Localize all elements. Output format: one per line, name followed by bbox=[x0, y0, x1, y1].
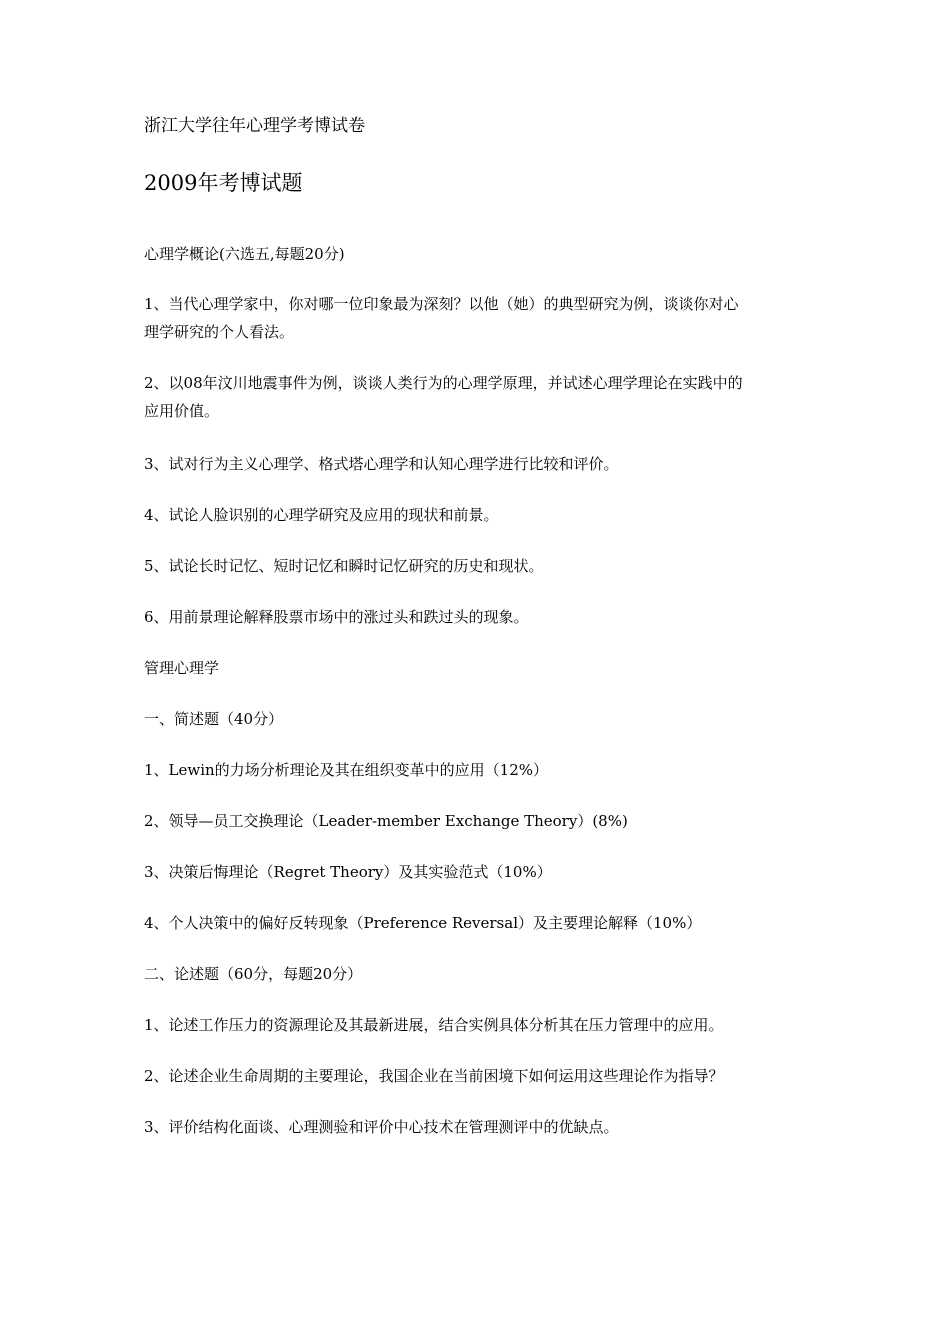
question-text: 3、评价结构化面谈、心理测验和评价中心技术在管理测评中的优缺点。 bbox=[144, 1118, 619, 1136]
question-text: 2、以08年汶川地震事件为例，谈谈人类行为的心理学原理，并试述心理学理论在实践中的 bbox=[144, 374, 743, 392]
question-text: 应用价值。 bbox=[144, 402, 220, 420]
question-text: 1、论述工作压力的资源理论及其最新进展，结合实例具体分析其在压力管理中的应用。 bbox=[144, 1016, 724, 1034]
question-text: 2、领导—员工交换理论（Leader-member Exchange Theory）(8%) bbox=[144, 812, 628, 830]
section-heading-management-psychology: 管理心理学 bbox=[144, 659, 220, 677]
question-text: 理学研究的个人看法。 bbox=[144, 323, 295, 341]
question-text: 6、用前景理论解释股票市场中的涨过头和跌过头的现象。 bbox=[144, 608, 529, 626]
year-heading: 2009年考博试题 bbox=[144, 171, 303, 195]
question-text: 5、试论长时记忆、短时记忆和瞬时记忆研究的历史和现状。 bbox=[144, 557, 544, 575]
question-text: 2、论述企业生命周期的主要理论，我国企业在当前困境下如何运用这些理论作为指导？ bbox=[144, 1067, 724, 1085]
question-text: 3、试对行为主义心理学、格式塔心理学和认知心理学进行比较和评价。 bbox=[144, 455, 619, 473]
question-text: 1、Lewin的力场分析理论及其在组织变革中的应用（12%） bbox=[144, 761, 549, 779]
question-text: 1、当代心理学家中，你对哪一位印象最为深刻？以他（她）的典型研究为例，谈谈你对心 bbox=[144, 295, 739, 313]
part-heading-short-answer: 一、简述题（40分） bbox=[144, 710, 284, 728]
document-title: 浙江大学往年心理学考博试卷 bbox=[144, 116, 365, 136]
question-text: 4、个人决策中的偏好反转现象（Preference Reversal）及主要理论解释（10%） bbox=[144, 914, 702, 932]
section-heading-intro-psychology: 心理学概论(六选五,每题20分) bbox=[144, 245, 345, 263]
part-heading-essay: 二、论述题（60分，每题20分） bbox=[144, 965, 363, 983]
question-text: 4、试论人脸识别的心理学研究及应用的现状和前景。 bbox=[144, 506, 499, 524]
question-text: 3、决策后悔理论（Regret Theory）及其实验范式（10%） bbox=[144, 863, 552, 881]
